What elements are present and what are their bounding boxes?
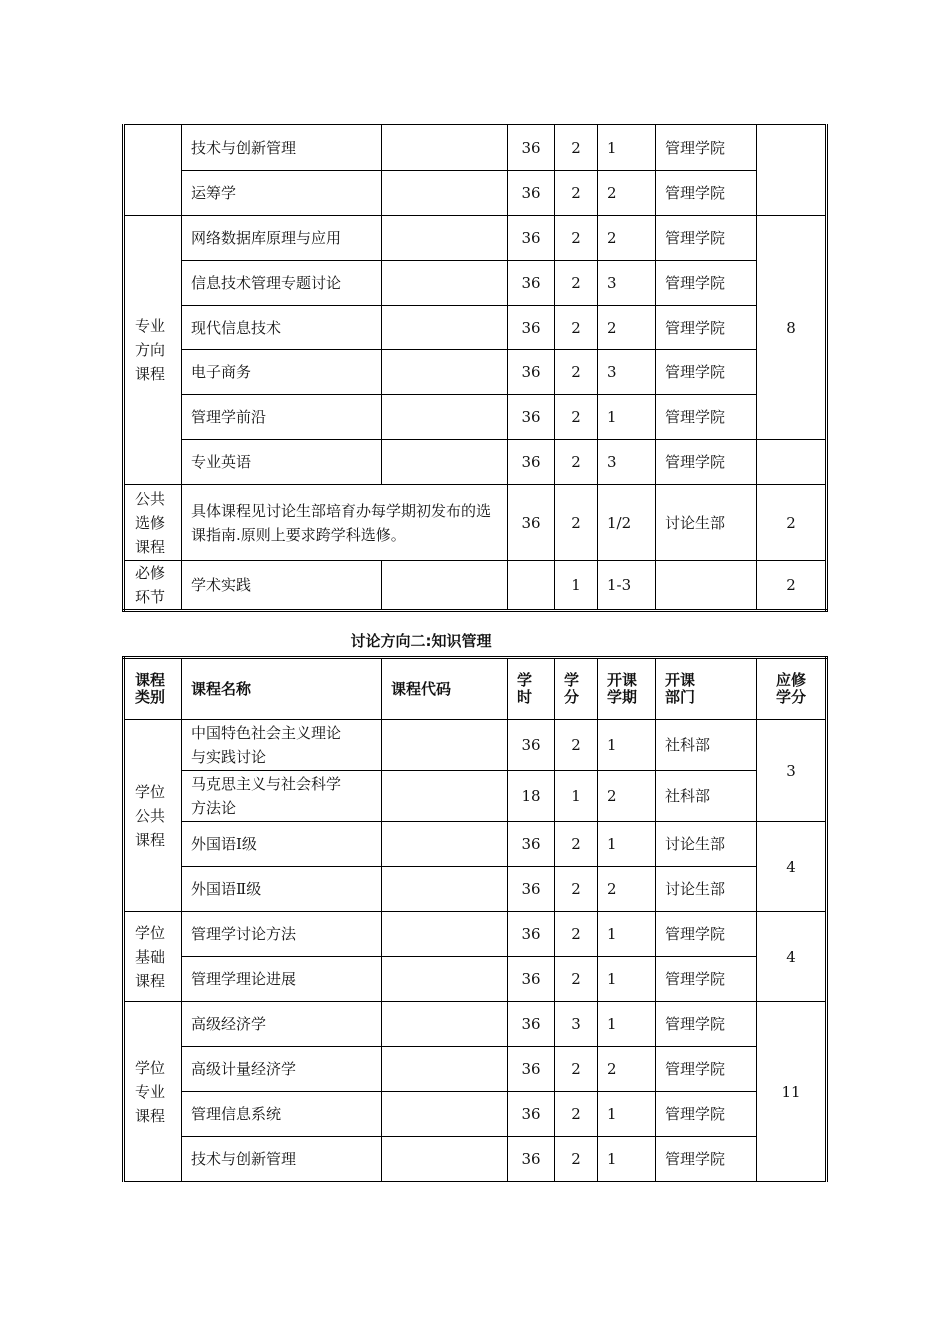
course-credit: 2 [555,125,598,171]
required-credit-empty [757,440,827,485]
course-term: 1/2 [598,485,656,561]
course-code [382,957,508,1002]
header-category: 课程 类别 [124,658,182,720]
course-name: 外国语Ⅰ级 [182,822,382,867]
category-degree-basic: 学位 基础 课程 [124,912,182,1002]
table-header-row [124,658,827,720]
course-dept: 讨论生部 [656,485,757,561]
course-table-knowledge-management [122,656,828,1182]
header-required-credit: 应修 学分 [757,658,827,720]
course-code [382,771,508,822]
table-row [124,720,827,771]
course-credit: 2 [555,1137,598,1182]
course-dept: 管理学院 [656,1092,757,1137]
course-dept: 管理学院 [656,350,757,395]
course-credit: 2 [555,912,598,957]
course-term: 3 [598,350,656,395]
course-code [382,1092,508,1137]
course-dept: 管理学院 [656,440,757,485]
course-dept: 管理学院 [656,912,757,957]
category-public-elective: 公共 选修 课程 [124,485,182,561]
table-row [124,957,827,1002]
course-credit: 1 [555,561,598,611]
course-term: 2 [598,771,656,822]
table-row [124,216,827,261]
course-code [382,1137,508,1182]
course-credit: 2 [555,440,598,485]
course-code [382,440,508,485]
course-dept: 管理学院 [656,216,757,261]
course-code [382,1002,508,1047]
course-dept: 管理学院 [656,1002,757,1047]
course-hours: 36 [508,912,555,957]
course-term: 2 [598,171,656,216]
required-credit-empty [757,125,827,216]
course-code [382,350,508,395]
course-code [382,561,508,611]
table-row [124,306,827,350]
course-credit: 2 [555,1047,598,1092]
course-credit: 2 [555,867,598,912]
course-name: 网络数据库原理与应用 [182,216,382,261]
course-credit: 2 [555,171,598,216]
course-credit: 2 [555,395,598,440]
header-term: 开课 学期 [598,658,656,720]
required-credit: 4 [757,822,827,912]
course-table-continued [122,124,828,612]
course-hours: 36 [508,720,555,771]
header-dept: 开课 部门 [656,658,757,720]
table-row [124,440,827,485]
course-dept: 讨论生部 [656,822,757,867]
table-row [124,1047,827,1092]
course-dept: 管理学院 [656,306,757,350]
table-row [124,125,827,171]
course-code [382,912,508,957]
course-credit: 2 [555,720,598,771]
elective-description: 具体课程见讨论生部培育办每学期初发布的选课指南.原则上要求跨学科选修。 [182,485,508,561]
course-term: 2 [598,306,656,350]
course-credit: 2 [555,306,598,350]
course-hours: 36 [508,1092,555,1137]
category-cell-empty [124,125,182,216]
header-credit: 学 分 [555,658,598,720]
table-row [124,561,827,611]
course-term: 1 [598,1002,656,1047]
course-name: 高级经济学 [182,1002,382,1047]
table-row [124,485,827,561]
course-term: 2 [598,1047,656,1092]
course-credit: 2 [555,822,598,867]
required-credit: 11 [757,1002,827,1182]
course-name: 现代信息技术 [182,306,382,350]
header-hours: 学 时 [508,658,555,720]
course-code [382,306,508,350]
course-code [382,216,508,261]
course-name: 专业英语 [182,440,382,485]
course-name: 信息技术管理专题讨论 [182,261,382,306]
category-major-direction: 专业 方向 课程 [124,216,182,485]
course-hours: 36 [508,1047,555,1092]
course-credit: 3 [555,1002,598,1047]
course-dept: 管理学院 [656,957,757,1002]
course-hours: 36 [508,440,555,485]
table-row [124,822,827,867]
course-credit: 2 [555,350,598,395]
course-credit: 2 [555,957,598,1002]
course-credit: 2 [555,485,598,561]
course-term: 1 [598,125,656,171]
course-hours: 36 [508,216,555,261]
course-hours: 36 [508,822,555,867]
course-hours: 36 [508,1002,555,1047]
required-credit: 3 [757,720,827,822]
course-credit: 1 [555,771,598,822]
course-name: 电子商务 [182,350,382,395]
course-code [382,1047,508,1092]
table-row [124,867,827,912]
course-term: 1 [598,1092,656,1137]
course-hours: 36 [508,306,555,350]
course-hours: 36 [508,395,555,440]
course-code [382,867,508,912]
course-dept: 讨论生部 [656,867,757,912]
course-term: 3 [598,440,656,485]
table-row [124,912,827,957]
course-name: 高级计量经济学 [182,1047,382,1092]
course-credit: 2 [555,216,598,261]
course-name: 运筹学 [182,171,382,216]
course-credit: 2 [555,1092,598,1137]
table-row [124,771,827,822]
course-hours: 36 [508,261,555,306]
course-term: 1 [598,822,656,867]
course-dept: 管理学院 [656,125,757,171]
course-dept [656,561,757,611]
course-dept: 管理学院 [656,1137,757,1182]
course-hours: 18 [508,771,555,822]
course-term: 1 [598,395,656,440]
course-name: 马克思主义与社会科学 方法论 [182,771,382,822]
course-term: 1-3 [598,561,656,611]
course-hours: 36 [508,171,555,216]
course-code [382,261,508,306]
course-hours [508,561,555,611]
table-row [124,261,827,306]
course-code [382,720,508,771]
course-name: 管理学理论进展 [182,957,382,1002]
course-term: 1 [598,957,656,1002]
course-dept: 管理学院 [656,395,757,440]
category-required: 必修 环节 [124,561,182,611]
course-name: 学术实践 [182,561,382,611]
course-hours: 36 [508,957,555,1002]
course-hours: 36 [508,350,555,395]
required-credit: 4 [757,912,827,1002]
table-row [124,1137,827,1182]
section-title: 讨论方向二:知识管理 [350,632,492,650]
course-dept: 社科部 [656,771,757,822]
course-dept: 社科部 [656,720,757,771]
course-dept: 管理学院 [656,261,757,306]
course-term: 2 [598,216,656,261]
table-row [124,171,827,216]
course-dept: 管理学院 [656,171,757,216]
course-term: 2 [598,867,656,912]
table-row [124,395,827,440]
table-row [124,1092,827,1137]
required-credit: 2 [757,485,827,561]
course-name: 管理信息系统 [182,1092,382,1137]
course-name: 管理学讨论方法 [182,912,382,957]
course-term: 1 [598,720,656,771]
course-code [382,125,508,171]
course-code [382,171,508,216]
course-name: 外国语Ⅱ级 [182,867,382,912]
category-degree-major: 学位 专业 课程 [124,1002,182,1182]
course-code [382,822,508,867]
category-degree-public: 学位 公共 课程 [124,720,182,912]
course-hours: 36 [508,867,555,912]
header-name: 课程名称 [182,658,382,720]
table-row [124,1002,827,1047]
header-code: 课程代码 [382,658,508,720]
course-term: 1 [598,912,656,957]
course-term: 3 [598,261,656,306]
course-credit: 2 [555,261,598,306]
course-hours: 36 [508,125,555,171]
course-name: 技术与创新管理 [182,125,382,171]
table-row [124,350,827,395]
required-credit: 8 [757,216,827,440]
course-hours: 36 [508,1137,555,1182]
course-name: 中国特色社会主义理论 与实践讨论 [182,720,382,771]
course-hours: 36 [508,485,555,561]
course-name: 管理学前沿 [182,395,382,440]
course-dept: 管理学院 [656,1047,757,1092]
course-term: 1 [598,1137,656,1182]
required-credit: 2 [757,561,827,611]
course-code [382,395,508,440]
course-name: 技术与创新管理 [182,1137,382,1182]
